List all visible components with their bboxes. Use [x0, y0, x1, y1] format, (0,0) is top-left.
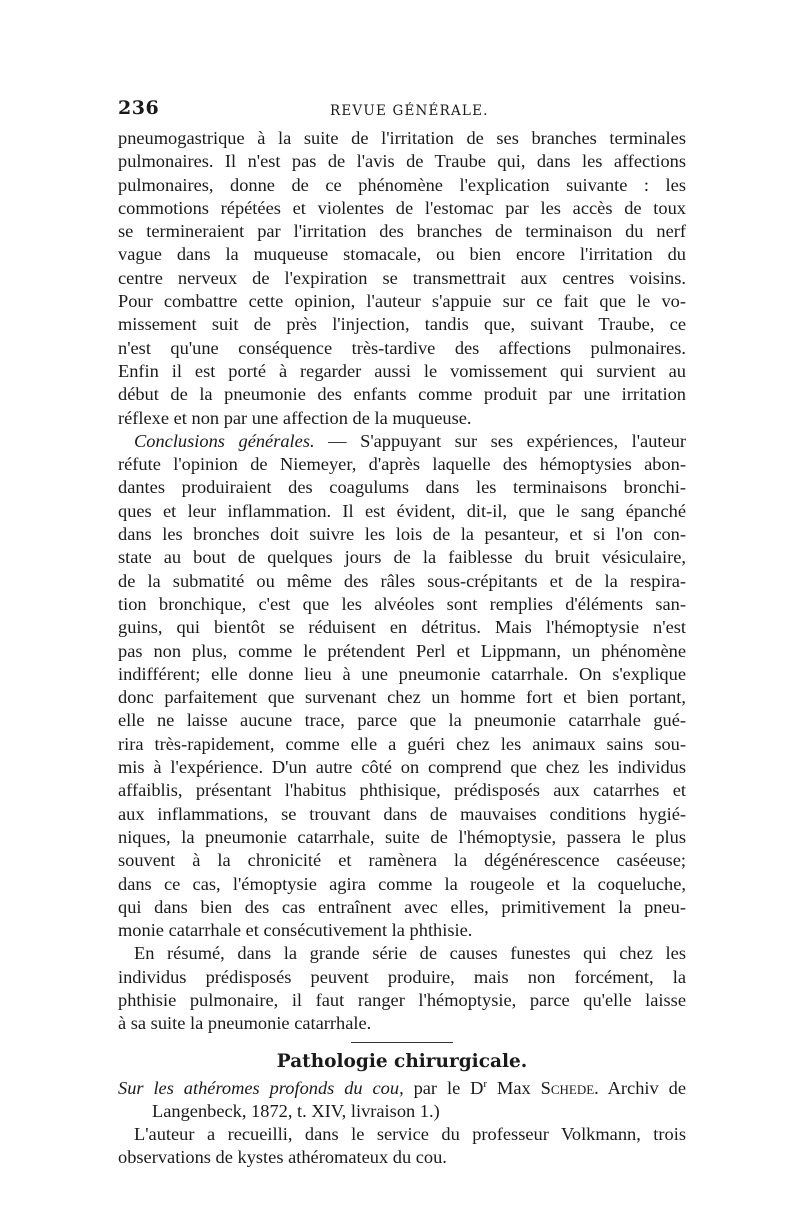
page-number: 236 — [118, 97, 160, 119]
text-line: vague dans la muqueuse stomacale, ou bien encore l'irritation du — [118, 244, 686, 265]
paragraph-3 — [118, 942, 686, 1035]
text-line: début de la pneumonie des enfants comme produit par une irritation — [118, 384, 686, 405]
page-header — [118, 97, 686, 127]
author-first-name: Max — [487, 1077, 541, 1098]
text-line: missement suit de près l'injection, tandis que, suivant Traube, ce — [118, 314, 686, 335]
paragraph-4 — [118, 1123, 686, 1170]
text-fragment: — S'appuyant sur ses expériences, l'auteur — [314, 430, 686, 451]
text-line: dans ce cas, l'émoptysie agira comme la rougeole et la coqueluche, — [118, 873, 686, 894]
journal-text: . Archiv de — [594, 1077, 686, 1098]
text-line: niques, la pneumonie catarrhale, suite de l'hémoptysie, passera le plus — [118, 826, 686, 847]
text-line: pas non plus, comme le prétendent Perl et Lippmann, un phénomène — [118, 640, 686, 661]
paragraph-heading: Conclusions générales. — [134, 430, 315, 451]
text-line — [118, 430, 686, 453]
text-line: qui dans bien des cas entraînent avec elles, primitivement la pneu- — [118, 896, 686, 917]
text-line: rira très-rapidement, comme elle a guéri chez les animaux sains sou- — [118, 733, 686, 754]
reference — [118, 1077, 686, 1124]
text-line: En résumé, dans la grande série de causes funestes qui chez les — [134, 943, 686, 964]
section-divider — [351, 1042, 453, 1043]
text-line: pulmonaires, donne de ce phénomène l'explication suivante : les — [118, 174, 686, 195]
text-line: ques et leur inflammation. Il est évident, dit-il, que le sang épanché — [118, 500, 686, 521]
text-line: commotions répétées et violentes de l'estomac par les accès de toux — [118, 197, 686, 218]
text-line: se termineraient par l'irritation des branches de terminaison du nerf — [118, 221, 686, 242]
text-line: L'auteur a recueilli, dans le service du professeur Volkmann, trois — [134, 1124, 686, 1145]
text-line: n'est qu'une conséquence très-tardive des affections pulmonaires. — [118, 337, 686, 358]
text-line: tion bronchique, c'est que les alvéoles sont remplies d'éléments san- — [118, 593, 686, 614]
article-title: Sur les athéromes profonds du cou, — [118, 1077, 404, 1098]
text-line: donc parfaitement que survenant chez un homme fort et bien portant, — [118, 687, 686, 708]
author-last-name: Schede — [540, 1077, 595, 1098]
body-text — [118, 127, 686, 1170]
text-line: aux inflammations, se trouvant dans de mauvaises conditions hygié- — [118, 803, 686, 824]
text-line: pneumogastrique à la suite de l'irritation de ses branches terminales — [118, 128, 686, 148]
text-line: à sa suite la pneumonie catarrhale. — [118, 1013, 372, 1034]
text-line: souvent à la chronicité et ramènera la dégénérescence caséeuse; — [118, 850, 686, 871]
text-line: monie catarrhale et consécutivement la phthisie. — [118, 920, 473, 941]
text-line: réflexe et non par une affection de la muqueuse. — [118, 407, 472, 428]
text-line: Pour combattre cette opinion, l'auteur s'appuie sur ce fait que le vo- — [118, 291, 686, 312]
text-line: observations de kystes athéromateux du cou. — [118, 1147, 447, 1168]
text-line: state au bout de quelques jours de la faiblesse du bruit vésiculaire, — [118, 547, 686, 568]
text-line: elle ne laisse aucune trace, parce que la pneumonie catarrhale gué- — [118, 710, 686, 731]
paragraph-1 — [118, 127, 686, 430]
text-line: dans les bronches doit suivre les lois de la pesanteur, et si l'on con- — [118, 524, 686, 545]
text-line: Langenbeck, 1872, t. XIV, livraison 1.) — [152, 1100, 440, 1121]
text-line: centre nerveux de l'expiration se transmettrait aux centres voisins. — [118, 267, 686, 288]
text-line: phthisie pulmonaire, il faut ranger l'hémoptysie, parce qu'elle laisse — [118, 989, 686, 1010]
text-line: mis à l'expérience. D'un autre côté on comprend que chez les individus — [118, 757, 686, 778]
section-title: Pathologie chirurgicale. — [276, 1050, 528, 1072]
text-fragment: par le D — [403, 1077, 484, 1098]
text-line: de la submatité ou même des râles sous-crépitants et de la respira- — [118, 570, 686, 591]
text-line: réfute l'opinion de Niemeyer, d'après laquelle des hémoptysies abon- — [118, 454, 686, 475]
text-line: affaiblis, présentant l'habitus phthisique, prédisposés aux catarrhes et — [118, 780, 686, 801]
text-line: individus prédisposés peuvent produire, mais non forcément, la — [118, 966, 686, 987]
text-line: Enfin il est porté à regarder aussi le vomissement qui survient au — [118, 360, 686, 381]
paragraph-2 — [118, 430, 686, 943]
text-line: pulmonaires. Il n'est pas de l'avis de Traube qui, dans les affections — [118, 151, 686, 172]
text-line: guins, qui bientôt se réduisent en détritus. Mais l'hémoptysie n'est — [118, 617, 686, 638]
superscript: r — [483, 1077, 488, 1090]
text-line: dantes produiraient des coagulums dans les terminaisons bronchi- — [118, 477, 686, 498]
text-line: indifférent; elle donne lieu à une pneumonie catarrhale. On s'explique — [118, 663, 686, 684]
text-line — [118, 1077, 686, 1100]
running-head: REVUE GÉNÉRALE. — [330, 103, 489, 119]
